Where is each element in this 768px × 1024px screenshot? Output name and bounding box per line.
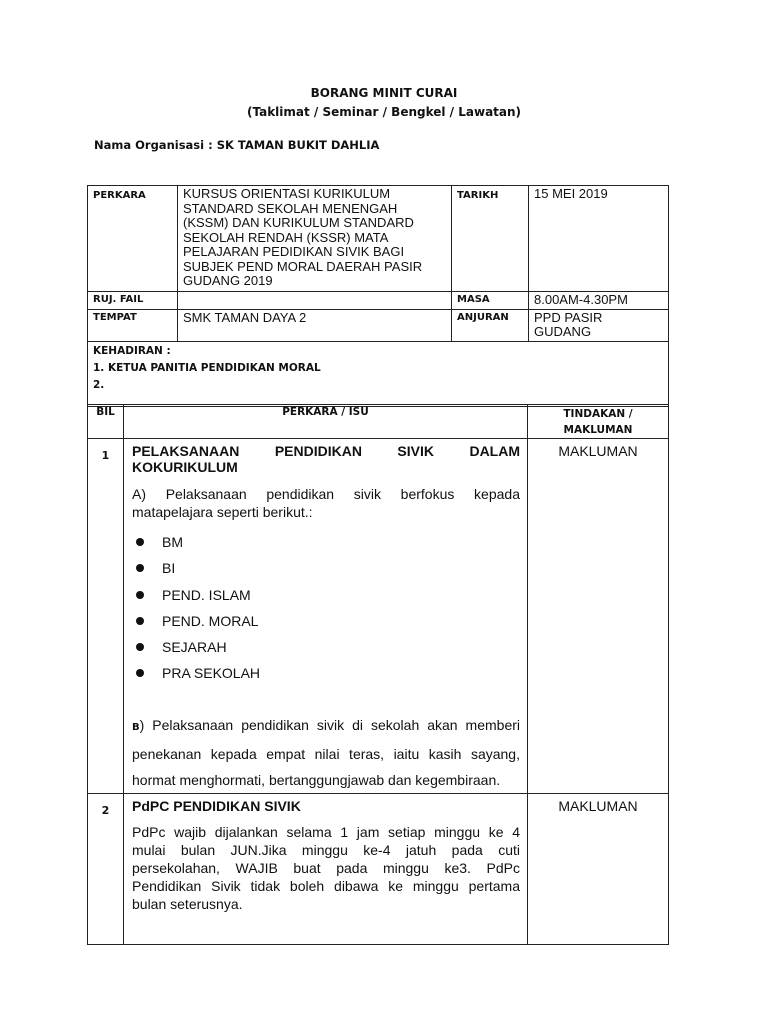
list-item (134, 608, 520, 634)
perkara-row (88, 186, 669, 292)
row-action: MAKLUMAN (528, 439, 669, 794)
tindakan-header-line: TINDAKAN / (563, 408, 633, 420)
info-table (87, 185, 669, 407)
kehadiran-item: 2. (93, 378, 105, 391)
row-number: 1 (88, 439, 124, 794)
list-item-text: PEND. MORAL (162, 612, 259, 629)
paragraph-b-marker: B (132, 721, 140, 733)
perkara-line: KURSUS ORIENTASI KURIKULUM (183, 186, 391, 201)
tarikh-label: TARIKH (452, 186, 529, 292)
rujfail-label: RUJ. FAIL (88, 292, 178, 310)
bullet-icon (136, 669, 144, 677)
paragraph-a: matapelajara seperti berikut.: (132, 504, 313, 520)
bullet-icon (136, 617, 144, 625)
anjuran-line: PPD PASIR (534, 309, 603, 325)
list-item (134, 660, 520, 686)
row-heading: PdPC PENDIDIKAN SIVIK (132, 797, 301, 814)
list-item (134, 555, 520, 581)
tindakan-header-line: MAKLUMAN (563, 424, 633, 436)
anjuran-line: GUDANG (534, 324, 592, 339)
tempat-row (88, 309, 669, 341)
perkara-isu-header: PERKARA / ISU (124, 405, 528, 439)
paragraph-a: A) Pelaksanaan pendidikan sivik berfokus kepada (132, 486, 520, 502)
perkara-line: GUDANG 2019 (183, 273, 273, 288)
perkara-line: STANDARD SEKOLAH MENENGAH (183, 200, 398, 216)
paragraph-line: PdPc wajib dijalankan selama 1 jam setiap minggu ke 4 (132, 823, 520, 840)
rujfail-row (88, 292, 669, 310)
bullet-icon (136, 538, 144, 546)
minutes-table (87, 404, 669, 945)
list-item-text: BI (162, 560, 176, 577)
paragraph-b (132, 712, 520, 793)
perkara-line: SEKOLAH RENDAH (KSSR) MATA (183, 229, 389, 245)
bullet-icon (136, 643, 144, 651)
tindakan-header (528, 405, 669, 439)
table-row (88, 793, 669, 944)
kehadiran-item: 1. KETUA PANITIA PENDIDIKAN MORAL (93, 361, 321, 374)
list-item (134, 582, 520, 608)
kehadiran-cell (88, 341, 669, 406)
tempat-value: SMK TAMAN DAYA 2 (178, 309, 452, 341)
perkara-value (178, 186, 452, 292)
bullet-icon (136, 591, 144, 599)
list-item-text: PEND. ISLAM (162, 586, 251, 603)
perkara-line: SUBJEK PEND MORAL DAERAH PASIR (183, 258, 423, 274)
bil-header: BIL (88, 405, 124, 439)
form-subtitle: (Taklimat / Seminar / Bengkel / Lawatan) (246, 105, 522, 119)
paragraph-line: persekolahan, WAJIB buat pada minggu ke3. PdPc (132, 859, 520, 876)
list-item (134, 529, 520, 555)
paragraph-line: bulan seterusnya. (132, 895, 243, 912)
paragraph-b-text: ) Pelaksanaan pendidikan sivik di sekolah akan memberi penekanan kepada empat nilai teras, iaitu kasih sayang, hormat menghormati, bertanggungjawab dan kegembiraan. (132, 716, 520, 788)
row-content (124, 439, 528, 794)
row-heading: KOKURIKULUM (132, 459, 238, 475)
perkara-line: PELAJARAN PEDIDIKAN SIVIK BAGI (183, 244, 405, 259)
row-content (124, 793, 528, 944)
paragraph-line: mulai bulan JUN.Jika minggu ke-4 jatuh pada cuti (132, 841, 520, 858)
table-row (88, 439, 669, 794)
table-header-row (88, 405, 669, 439)
list-item (134, 634, 520, 660)
row-action: MAKLUMAN (528, 793, 669, 944)
row-heading: PELAKSANAAN PENDIDIKAN SIVIK DALAM (132, 443, 520, 459)
list-item-text: SEJARAH (162, 639, 227, 656)
kehadiran-row (88, 341, 669, 406)
tempat-label: TEMPAT (88, 309, 178, 341)
rujfail-value (178, 292, 452, 310)
form-title: BORANG MINIT CURAI (310, 86, 458, 100)
list-item-text: PRA SEKOLAH (162, 665, 261, 682)
masa-label: MASA (452, 292, 529, 310)
row-number: 2 (88, 793, 124, 944)
bullet-list (132, 529, 520, 687)
kehadiran-label: KEHADIRAN : (93, 344, 171, 357)
list-item-text: BM (162, 534, 183, 550)
organization-name: Nama Organisasi : SK TAMAN BUKIT DAHLIA (94, 138, 380, 152)
bullet-icon (136, 564, 144, 572)
perkara-label: PERKARA (88, 186, 178, 292)
masa-value: 8.00AM-4.30PM (529, 292, 669, 310)
anjuran-value (529, 309, 669, 341)
paragraph-line: Pendidikan Sivik tidak boleh dibawa ke minggu pertama (132, 877, 520, 894)
anjuran-label: ANJURAN (452, 309, 529, 341)
tarikh-value: 15 MEI 2019 (529, 186, 669, 292)
perkara-line: (KSSM) DAN KURIKULUM STANDARD (183, 215, 414, 230)
